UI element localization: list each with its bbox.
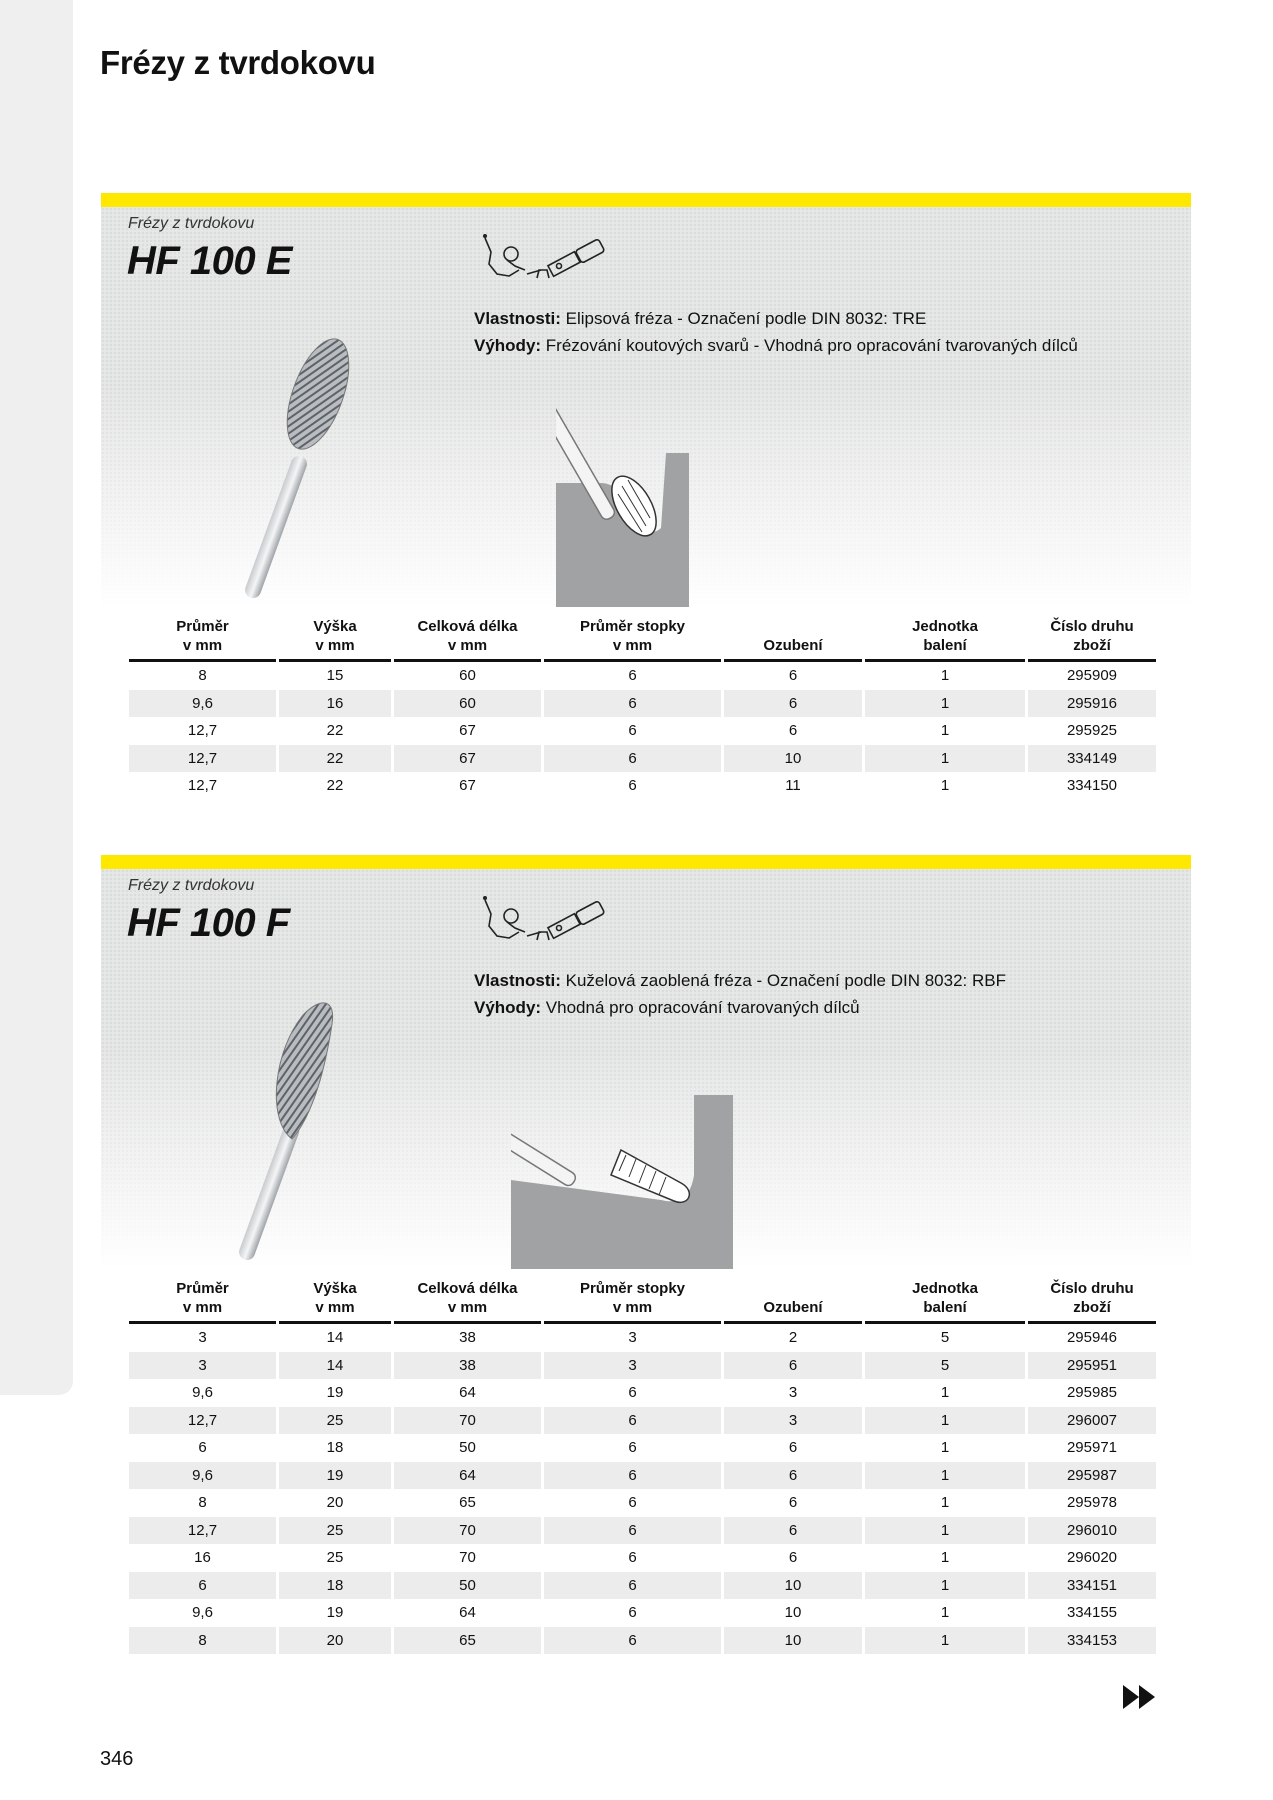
- table-cell: 50: [394, 1572, 541, 1600]
- product-properties: [474, 305, 1078, 359]
- table-row: [129, 745, 1156, 773]
- table-cell: 1: [940, 722, 950, 740]
- table-cell: 9,6: [192, 1384, 213, 1402]
- model-name: HF 100 F: [127, 901, 290, 945]
- table-cell: 296010: [1028, 1517, 1156, 1545]
- table-row: [129, 1434, 1156, 1462]
- product-panel: [101, 869, 1191, 1269]
- table-cell: 295951: [1028, 1352, 1156, 1380]
- table-cell: 295909: [1066, 667, 1118, 685]
- column-header: [279, 617, 391, 662]
- table-cell: 67: [459, 777, 476, 795]
- column-header-label: v mm: [315, 637, 355, 654]
- table-cell: 1: [865, 1517, 1025, 1545]
- advantages-label: Výhody:: [474, 336, 542, 355]
- table-cell: 1: [865, 1407, 1025, 1435]
- column-header: [129, 617, 276, 662]
- table-cell: 67: [459, 722, 476, 740]
- table-cell: 14: [326, 1329, 344, 1347]
- table-row: [129, 1599, 1156, 1627]
- table-row: [129, 1352, 1156, 1380]
- table-cell: 38: [394, 1352, 541, 1380]
- table-row: [129, 1379, 1156, 1407]
- table-row: [129, 772, 1156, 800]
- column-header-label: v mm: [612, 1299, 653, 1316]
- table-cell: 8: [129, 1627, 276, 1655]
- column-header-label: Ozubení: [763, 637, 823, 654]
- table-cell: 6: [724, 690, 862, 718]
- page-title: Frézy z tvrdokovu: [100, 44, 376, 81]
- column-header-label: Výška: [313, 1280, 357, 1297]
- table-cell: 6: [129, 1572, 276, 1600]
- table-cell: 16: [194, 1549, 211, 1567]
- table-cell: 295971: [1066, 1439, 1118, 1457]
- table-cell: 65: [459, 1494, 476, 1512]
- column-header-label: balení: [923, 637, 967, 654]
- table-cell: 3: [544, 1352, 721, 1380]
- table-cell: 25: [279, 1407, 391, 1435]
- table-cell: 6: [724, 1517, 862, 1545]
- table-cell: 6: [724, 1352, 862, 1380]
- table-cell: 6: [788, 722, 798, 740]
- table-cell: 334149: [1028, 745, 1156, 773]
- table-cell: 20: [279, 1627, 391, 1655]
- table-cell: 12,7: [129, 745, 276, 773]
- table-cell: 6: [788, 1439, 798, 1457]
- table-cell: 15: [326, 667, 344, 685]
- table-cell: 2: [788, 1329, 798, 1347]
- table-cell: 1: [940, 777, 950, 795]
- column-header-label: Průměr stopky: [579, 1280, 686, 1297]
- table-cell: 1: [865, 690, 1025, 718]
- section-accent-bar: [101, 193, 1191, 207]
- product-panel: [101, 207, 1191, 607]
- table-row: [129, 690, 1156, 718]
- section-accent-bar: [101, 855, 1191, 869]
- column-header: [1028, 617, 1156, 662]
- section-subtitle: Frézy z tvrdokovu: [128, 215, 255, 232]
- table-header-row: [129, 617, 1156, 662]
- table-cell: 1: [940, 1604, 950, 1622]
- table-cell: 19: [326, 1384, 344, 1402]
- column-header-label: v mm: [182, 1299, 223, 1316]
- column-header-label: Ozubení: [763, 1299, 823, 1316]
- product-section-hf100f: [101, 855, 1191, 1269]
- product-section-hf100e: [101, 193, 1191, 607]
- column-header-label: zboží: [1073, 637, 1111, 654]
- advantages-value: Vhodná pro opracování tvarovaných dílců: [545, 998, 860, 1017]
- table-cell: 10: [784, 1604, 802, 1622]
- table-cell: 67: [394, 745, 541, 773]
- column-header: [1028, 1279, 1156, 1324]
- table-row: [129, 1489, 1156, 1517]
- table-cell: 12,7: [129, 1517, 276, 1545]
- application-diagram: [556, 378, 691, 607]
- column-header-label: Celková délka: [417, 618, 518, 635]
- application-diagram: [511, 1095, 736, 1269]
- column-header: [129, 1279, 276, 1324]
- table-cell: 6: [788, 667, 798, 685]
- table-cell: 3: [788, 1384, 798, 1402]
- table-cell: 1: [940, 667, 950, 685]
- table-cell: 6: [198, 1439, 207, 1457]
- power-tool-icon: [479, 230, 619, 290]
- table-cell: 6: [788, 1549, 798, 1567]
- table-cell: 19: [279, 1462, 391, 1490]
- table-cell: 25: [279, 1517, 391, 1545]
- table-cell: 18: [326, 1439, 344, 1457]
- table-cell: 5: [940, 1329, 950, 1347]
- table-cell: 6: [544, 1462, 721, 1490]
- spec-table-hf100f: [126, 1279, 1159, 1654]
- side-strip: [0, 0, 73, 1395]
- table-cell: 8: [198, 1494, 207, 1512]
- table-cell: 9,6: [192, 1604, 213, 1622]
- table-cell: 6: [788, 1494, 798, 1512]
- column-header: [724, 1279, 862, 1324]
- table-cell: 12,7: [187, 722, 218, 740]
- table-cell: 6: [628, 1494, 637, 1512]
- table-cell: 1: [940, 1549, 950, 1567]
- table-cell: 1: [865, 745, 1025, 773]
- table-cell: 50: [459, 1439, 476, 1457]
- table-cell: 6: [544, 1627, 721, 1655]
- table-cell: 70: [459, 1549, 476, 1567]
- table-cell: 11: [785, 777, 801, 795]
- table-cell: 6: [628, 1384, 637, 1402]
- table-cell: 22: [279, 745, 391, 773]
- table-cell: 12,7: [187, 777, 218, 795]
- table-cell: 3: [198, 1329, 207, 1347]
- table-cell: 9,6: [129, 1462, 276, 1490]
- advantages-value: Frézování koutových svarů - Vhodná pro opracování tvarovaných dílců: [545, 336, 1078, 355]
- table-cell: 1: [865, 1462, 1025, 1490]
- table-cell: 6: [628, 1549, 637, 1567]
- table-cell: 70: [394, 1407, 541, 1435]
- column-header-label: Průměr stopky: [579, 618, 686, 635]
- table-cell: 6: [628, 1439, 637, 1457]
- table-row: [129, 1627, 1156, 1655]
- model-name: HF 100 E: [127, 239, 292, 283]
- table-row: [129, 1517, 1156, 1545]
- table-cell: 64: [394, 1462, 541, 1490]
- column-header-label: v mm: [447, 637, 488, 654]
- product-properties: [474, 967, 1006, 1021]
- column-header-label: Jednotka: [912, 618, 978, 635]
- table-cell: 334153: [1028, 1627, 1156, 1655]
- column-header: [865, 1279, 1025, 1324]
- table-cell: 3: [129, 1352, 276, 1380]
- table-cell: 19: [326, 1604, 344, 1622]
- table-cell: 5: [865, 1352, 1025, 1380]
- table-cell: 8: [198, 667, 207, 685]
- column-header-label: v mm: [182, 637, 223, 654]
- column-header: [279, 1279, 391, 1324]
- table-cell: 3: [724, 1407, 862, 1435]
- table-row: [129, 717, 1156, 745]
- table-cell: 295925: [1066, 722, 1118, 740]
- product-photo: [196, 989, 376, 1269]
- column-header-label: balení: [923, 1299, 967, 1316]
- column-header-label: Výška: [313, 618, 357, 635]
- table-cell: 12,7: [129, 1407, 276, 1435]
- table-cell: 6: [628, 722, 637, 740]
- column-header: [394, 617, 541, 662]
- table-cell: 1: [865, 1572, 1025, 1600]
- page-number: 346: [100, 1748, 134, 1770]
- table-cell: 296007: [1028, 1407, 1156, 1435]
- table-cell: 25: [326, 1549, 344, 1567]
- table-cell: 296020: [1066, 1549, 1118, 1567]
- column-header-label: v mm: [447, 1299, 488, 1316]
- section-subtitle: Frézy z tvrdokovu: [128, 877, 255, 894]
- column-header-label: Číslo druhu: [1050, 1280, 1134, 1297]
- table-cell: 60: [394, 690, 541, 718]
- table-row: [129, 1572, 1156, 1600]
- table-cell: 10: [724, 1572, 862, 1600]
- table-cell: 70: [394, 1517, 541, 1545]
- spec-table-hf100e: [126, 617, 1159, 800]
- table-cell: 295985: [1066, 1384, 1118, 1402]
- table-cell: 6: [544, 690, 721, 718]
- table-cell: 6: [628, 777, 637, 795]
- table-cell: 10: [724, 745, 862, 773]
- table-row: [129, 1407, 1156, 1435]
- properties-value: Elipsová fréza - Označení podle DIN 8032: TRE: [565, 309, 927, 328]
- column-header: [544, 617, 721, 662]
- table-cell: 64: [459, 1604, 476, 1622]
- column-header: [865, 617, 1025, 662]
- table-cell: 16: [279, 690, 391, 718]
- table-cell: 60: [459, 667, 476, 685]
- table-cell: 334150: [1066, 777, 1118, 795]
- table-cell: 65: [394, 1627, 541, 1655]
- table-cell: 10: [724, 1627, 862, 1655]
- advantages-label: Výhody:: [474, 998, 542, 1017]
- column-header-label: v mm: [612, 637, 653, 654]
- table-cell: 334155: [1066, 1604, 1118, 1622]
- table-cell: 6: [628, 667, 637, 685]
- table-cell: 1: [940, 1494, 950, 1512]
- table-cell: 18: [279, 1572, 391, 1600]
- table-cell: 1: [865, 1627, 1025, 1655]
- table-row: [129, 1324, 1156, 1352]
- properties-label: Vlastnosti:: [474, 309, 561, 328]
- column-header-label: zboží: [1073, 1299, 1111, 1316]
- table-cell: 14: [279, 1352, 391, 1380]
- table-cell: 6: [544, 745, 721, 773]
- table-cell: 295916: [1028, 690, 1156, 718]
- table-cell: 6: [724, 1462, 862, 1490]
- table-row: [129, 1462, 1156, 1490]
- table-cell: 64: [459, 1384, 476, 1402]
- table-cell: 295978: [1066, 1494, 1118, 1512]
- table-cell: 6: [544, 1517, 721, 1545]
- table-cell: 1: [940, 1384, 950, 1402]
- column-header-label: Průměr: [176, 618, 229, 635]
- properties-label: Vlastnosti:: [474, 971, 561, 990]
- table-cell: 6: [544, 1407, 721, 1435]
- table-cell: 6: [544, 1572, 721, 1600]
- table-cell: 295946: [1066, 1329, 1118, 1347]
- column-header: [544, 1279, 721, 1324]
- table-cell: 38: [459, 1329, 476, 1347]
- table-row: [129, 662, 1156, 690]
- column-header-label: v mm: [315, 1299, 355, 1316]
- table-cell: 295987: [1028, 1462, 1156, 1490]
- table-row: [129, 1544, 1156, 1572]
- table-cell: 1: [940, 1439, 950, 1457]
- table-header-row: [129, 1279, 1156, 1324]
- table-cell: 6: [628, 1604, 637, 1622]
- column-header-label: Průměr: [176, 1280, 229, 1297]
- product-photo: [196, 332, 376, 607]
- column-header: [724, 617, 862, 662]
- next-page-icon[interactable]: [1123, 1683, 1157, 1711]
- table-cell: 3: [628, 1329, 637, 1347]
- column-header-label: Celková délka: [417, 1280, 518, 1297]
- table-cell: 20: [326, 1494, 344, 1512]
- table-cell: 22: [326, 722, 344, 740]
- properties-value: Kuželová zaoblená fréza - Označení podle DIN 8032: RBF: [565, 971, 1006, 990]
- column-header-label: Jednotka: [912, 1280, 978, 1297]
- table-cell: 9,6: [129, 690, 276, 718]
- column-header-label: Číslo druhu: [1050, 618, 1134, 635]
- table-cell: 22: [326, 777, 344, 795]
- power-tool-icon: [479, 892, 619, 952]
- column-header: [394, 1279, 541, 1324]
- table-cell: 334151: [1028, 1572, 1156, 1600]
